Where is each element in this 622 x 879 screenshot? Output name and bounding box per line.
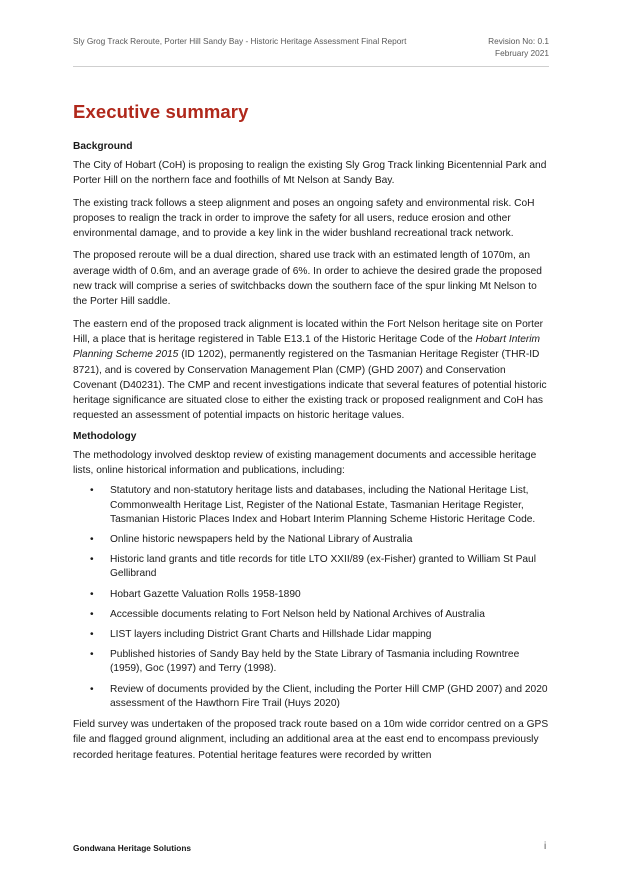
footer-page-number: i [544,841,547,852]
main-content [73,101,549,770]
bullet-icon: • [90,485,94,497]
footer-company: Gondwana Heritage Solutions [73,843,192,853]
methodology-closing-paragraph: Field survey was undertaken of the proposed track route based on a 10m wide corridor centred on a GPS file and flagged ground alignment, including an additional area at the east end to encompass previously recorded heritage features. Potential heritage features were recorded by written [73,718,549,761]
background-paragraph-3: The proposed reroute will be a dual direction, shared use track with an estimated length of 1070m, an average width of 0.6m, and an average grade of 6%. In order to achieve the desired grade the proposed new track will comprise a series of switchbacks down the southern face of the spur linking Mt Nelson to the Porter Hill saddle. [73,250,542,308]
methodology-list [73,484,549,711]
header-divider [73,66,549,67]
bullet-icon: • [90,608,94,620]
list-item: • Accessible documents relating to Fort Nelson held by National Archives of Australia [73,608,549,622]
bullet-icon: • [90,554,94,566]
paragraph-4-part-b: (ID 1202), permanently registered on the Tasmanian Heritage Register (THR-ID 8721), and is covered by Conservation Management Plan (CMP) (GHD 2007) and Conservation Covenant (D40231). The CMP and recent investigations indicate that several features of potential historic heritage significance are situated close to either the existing track or proposed realignment and CoH has requested an assessment of potential impacts on historic heritage values. [73,349,547,422]
list-item: • Hobart Gazette Valuation Rolls 1958-1890 [73,588,549,602]
paragraph-4-part-a: The eastern end of the proposed track alignment is located within the Fort Nelson heritage site on Porter Hill, a place that is heritage registered in Table E13.1 of the Historic Heritage Code of the [73,318,544,345]
methodology-heading: Methodology [73,430,137,442]
background-paragraph-2: The existing track follows a steep alignment and poses an ongoing safety and environmental risk. CoH proposes to realign the track in order to improve the safety for all users, reduce erosion and other environmental damage, and to provide a key link in the wider bushland recreational track network. [73,197,535,240]
header-report-title: Sly Grog Track Reroute, Porter Hill Sandy Bay - Historic Heritage Assessment Final Report [73,36,407,46]
bullet-icon: • [90,628,94,640]
header-revision-block [488,36,549,59]
bullet-icon: • [90,683,94,695]
header-revision: Revision No: 0.1 [488,36,549,46]
background-heading: Background [73,141,133,152]
bullet-icon: • [90,649,94,661]
header-date: February 2021 [495,47,549,58]
planning-scheme-title: Hobart Interim Planning Scheme 2015 [73,333,540,361]
list-item: • Historic land grants and title records for title LTO XXII/89 (ex-Fisher) granted to William St Paul Gellibrand [90,554,536,580]
background-paragraph-1: The City of Hobart (CoH) is proposing to realign the existing Sly Grog Track linking Bicentennial Park and Porter Hill on the northern face and foothills of Mt Nelson at Sandy Bay. [73,160,547,187]
list-item: • Published histories of Sandy Bay held by the State Library of Tasmania including Rowntree (1959), Goc (1997) and Terry (1998). [90,649,520,675]
list-item: • Statutory and non-statutory heritage lists and databases, including the National Heritage List, Commonwealth Heritage List, Register of the National Estate, Tasmanian Heritage Register, Tasmanian Historic Places Index and Hobart Interim Planning Scheme Historic Heritage Code. [90,485,536,525]
bullet-icon: • [90,533,94,545]
background-paragraph-4 [73,317,549,424]
page-title: Executive summary [73,101,249,122]
methodology-intro: The methodology involved desktop review of existing management documents and accessible heritage lists, online historical information and publications, including: [73,449,537,477]
list-item: • Review of documents provided by the Client, including the Porter Hill CMP (GHD 2007) and 2020 assessment of the Hawthorn Fire Trail (Huys 2020) [90,683,548,709]
bullet-icon: • [90,588,94,600]
list-item: • LIST layers including District Grant Charts and Hillshade Lidar mapping [73,628,549,642]
list-item: • Online historic newspapers held by the National Library of Australia [73,533,549,547]
